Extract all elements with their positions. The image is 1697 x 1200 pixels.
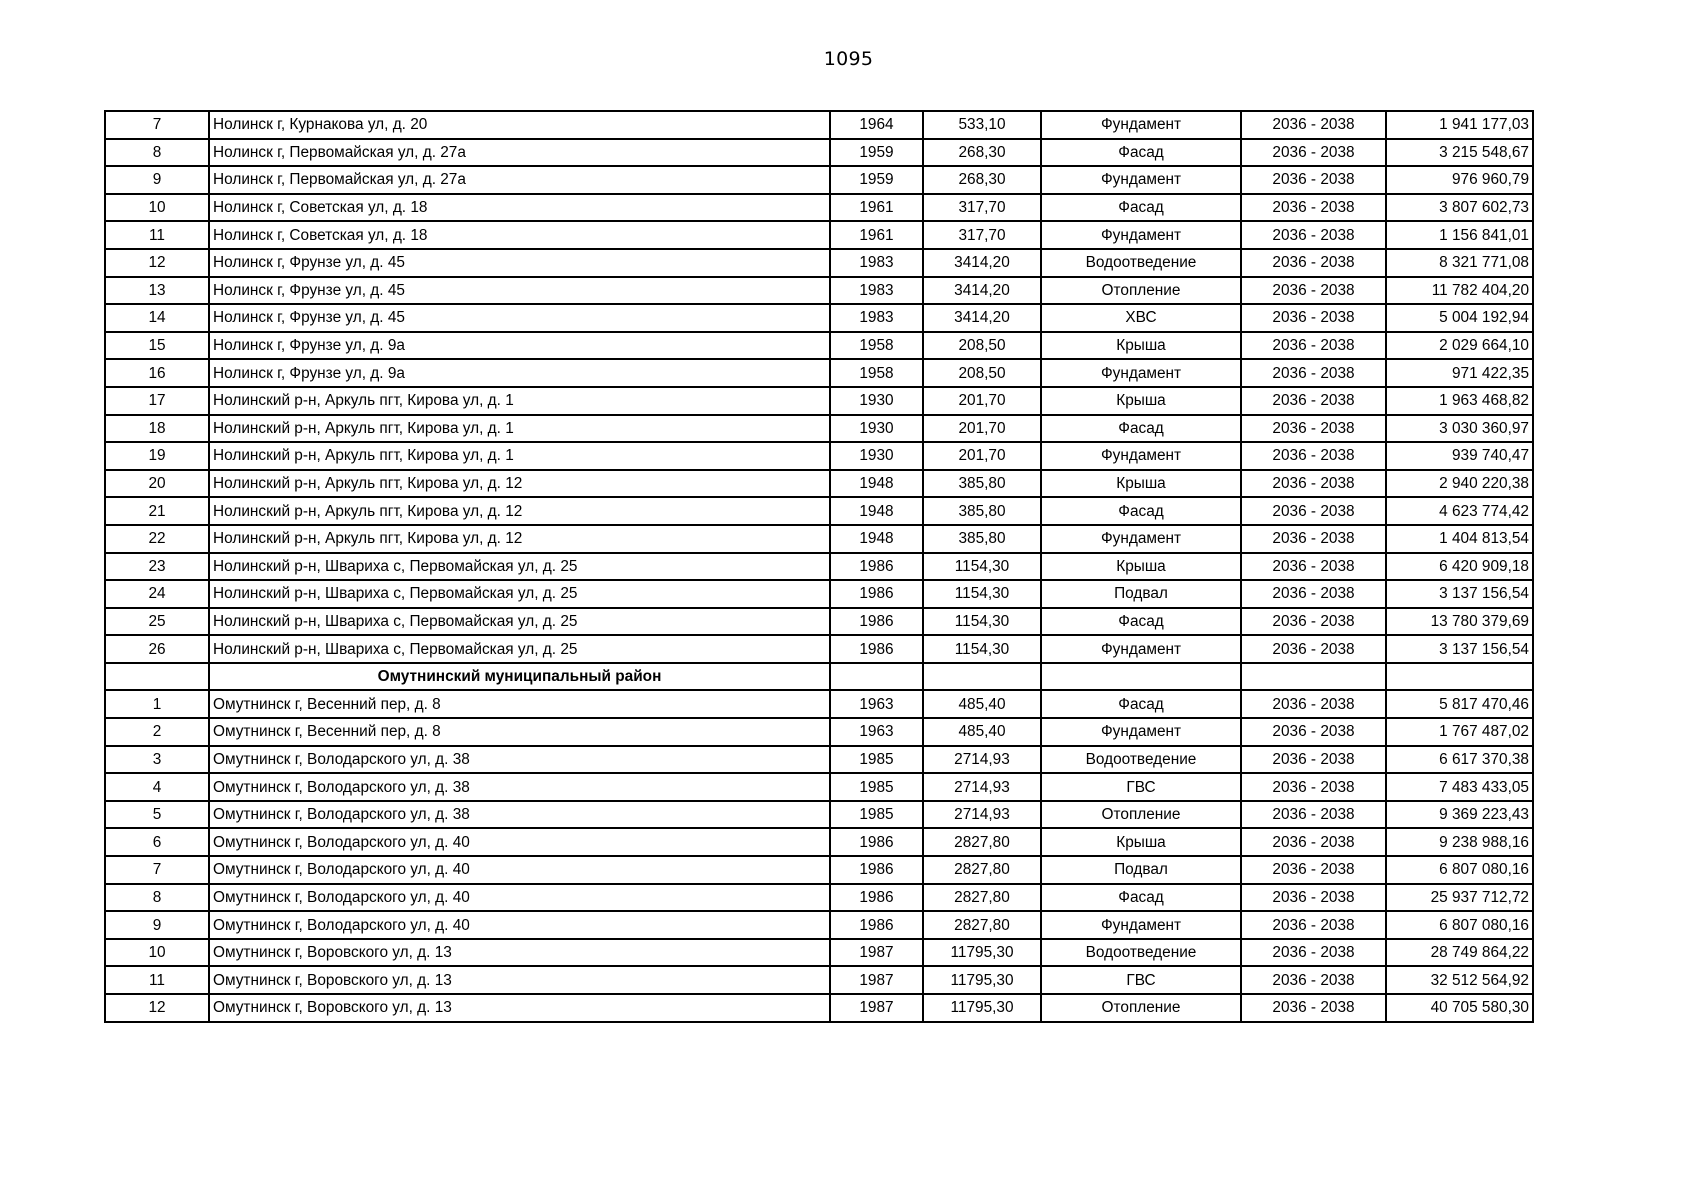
- row-number: 25: [105, 608, 209, 636]
- table-row: [105, 249, 1533, 277]
- period-cell: 2036 - 2038: [1241, 553, 1386, 581]
- table-row: [105, 828, 1533, 856]
- area-cell: 208,50: [923, 332, 1041, 360]
- repair-element-cell: Фасад: [1041, 139, 1241, 167]
- repair-element-cell: Отопление: [1041, 277, 1241, 305]
- period-cell: 2036 - 2038: [1241, 304, 1386, 332]
- build-year-cell: 1986: [830, 884, 923, 912]
- period-cell: 2036 - 2038: [1241, 690, 1386, 718]
- row-number: 26: [105, 635, 209, 663]
- address-cell: Омутнинск г, Володарского ул, д. 38: [209, 801, 830, 829]
- address-cell: Омутнинск г, Володарского ул, д. 38: [209, 746, 830, 774]
- repair-element-cell: Крыша: [1041, 470, 1241, 498]
- build-year-cell: 1948: [830, 525, 923, 553]
- area-cell: 2827,80: [923, 856, 1041, 884]
- repair-element-cell: Фасад: [1041, 194, 1241, 222]
- area-cell: 2827,80: [923, 828, 1041, 856]
- row-number: 7: [105, 856, 209, 884]
- row-number: 7: [105, 111, 209, 139]
- area-cell: 385,80: [923, 497, 1041, 525]
- cost-cell: 2 940 220,38: [1386, 470, 1533, 498]
- build-year-cell: 1985: [830, 773, 923, 801]
- row-number: 10: [105, 939, 209, 967]
- build-year-cell: 1986: [830, 828, 923, 856]
- row-number: 15: [105, 332, 209, 360]
- row-number: 11: [105, 221, 209, 249]
- period-cell: 2036 - 2038: [1241, 387, 1386, 415]
- area-cell: 201,70: [923, 415, 1041, 443]
- table-row: [105, 856, 1533, 884]
- build-year-cell: 1959: [830, 139, 923, 167]
- cost-cell: 939 740,47: [1386, 442, 1533, 470]
- area-cell: 268,30: [923, 139, 1041, 167]
- address-cell: Омутнинск г, Володарского ул, д. 40: [209, 856, 830, 884]
- cost-cell: 3 030 360,97: [1386, 415, 1533, 443]
- cost-cell: 3 215 548,67: [1386, 139, 1533, 167]
- repair-element-cell: Подвал: [1041, 856, 1241, 884]
- table-row: [105, 415, 1533, 443]
- row-number: 2: [105, 718, 209, 746]
- repair-element-cell: Крыша: [1041, 553, 1241, 581]
- row-number: 8: [105, 884, 209, 912]
- repair-element-cell: ГВС: [1041, 966, 1241, 994]
- period-cell: 2036 - 2038: [1241, 497, 1386, 525]
- area-cell: 3414,20: [923, 249, 1041, 277]
- period-cell: 2036 - 2038: [1241, 608, 1386, 636]
- build-year-cell: 1958: [830, 359, 923, 387]
- row-number: 13: [105, 277, 209, 305]
- table-row: [105, 497, 1533, 525]
- cost-cell: 8 321 771,08: [1386, 249, 1533, 277]
- period-cell: 2036 - 2038: [1241, 580, 1386, 608]
- area-cell: 1154,30: [923, 608, 1041, 636]
- area-cell: 11795,30: [923, 966, 1041, 994]
- repair-element-cell: Фундамент: [1041, 166, 1241, 194]
- period-cell: 2036 - 2038: [1241, 884, 1386, 912]
- area-cell: 208,50: [923, 359, 1041, 387]
- build-year-cell: 1961: [830, 221, 923, 249]
- area-cell: 385,80: [923, 470, 1041, 498]
- row-number: 4: [105, 773, 209, 801]
- period-cell: 2036 - 2038: [1241, 249, 1386, 277]
- row-number: 1: [105, 690, 209, 718]
- repair-element-cell: Фасад: [1041, 608, 1241, 636]
- cost-cell: 4 623 774,42: [1386, 497, 1533, 525]
- row-number: 24: [105, 580, 209, 608]
- cost-cell: 32 512 564,92: [1386, 966, 1533, 994]
- area-cell: 317,70: [923, 221, 1041, 249]
- address-cell: Нолинск г, Курнакова ул, д. 20: [209, 111, 830, 139]
- address-cell: Нолинск г, Фрунзе ул, д. 45: [209, 249, 830, 277]
- row-number: 11: [105, 966, 209, 994]
- area-cell: 11795,30: [923, 994, 1041, 1022]
- build-year-cell: 1986: [830, 911, 923, 939]
- period-cell: 2036 - 2038: [1241, 856, 1386, 884]
- table-row: [105, 139, 1533, 167]
- area-cell: 268,30: [923, 166, 1041, 194]
- cost-cell: 1 767 487,02: [1386, 718, 1533, 746]
- area-cell: 385,80: [923, 525, 1041, 553]
- cost-cell: 1 941 177,03: [1386, 111, 1533, 139]
- cost-cell: 5 004 192,94: [1386, 304, 1533, 332]
- row-number: 12: [105, 994, 209, 1022]
- repair-element-cell: Отопление: [1041, 994, 1241, 1022]
- empty-cell: [1041, 663, 1241, 691]
- area-cell: 485,40: [923, 718, 1041, 746]
- period-cell: 2036 - 2038: [1241, 442, 1386, 470]
- period-cell: 2036 - 2038: [1241, 746, 1386, 774]
- period-cell: 2036 - 2038: [1241, 525, 1386, 553]
- cost-cell: 6 807 080,16: [1386, 911, 1533, 939]
- address-cell: Омутнинск г, Весенний пер, д. 8: [209, 690, 830, 718]
- cost-cell: 6 420 909,18: [1386, 553, 1533, 581]
- area-cell: 201,70: [923, 442, 1041, 470]
- build-year-cell: 1963: [830, 690, 923, 718]
- repair-element-cell: ХВС: [1041, 304, 1241, 332]
- cost-cell: 9 238 988,16: [1386, 828, 1533, 856]
- row-number: 21: [105, 497, 209, 525]
- table-row: [105, 553, 1533, 581]
- repair-element-cell: Водоотведение: [1041, 746, 1241, 774]
- build-year-cell: 1986: [830, 635, 923, 663]
- table-row: [105, 111, 1533, 139]
- cost-cell: 6 617 370,38: [1386, 746, 1533, 774]
- period-cell: 2036 - 2038: [1241, 718, 1386, 746]
- cost-cell: 1 156 841,01: [1386, 221, 1533, 249]
- period-cell: 2036 - 2038: [1241, 221, 1386, 249]
- area-cell: 317,70: [923, 194, 1041, 222]
- row-number: 8: [105, 139, 209, 167]
- cost-cell: 1 963 468,82: [1386, 387, 1533, 415]
- area-cell: 2714,93: [923, 773, 1041, 801]
- cost-cell: 3 137 156,54: [1386, 580, 1533, 608]
- build-year-cell: 1961: [830, 194, 923, 222]
- row-number: 22: [105, 525, 209, 553]
- repair-schedule-table: [104, 110, 1534, 1023]
- table-row: [105, 966, 1533, 994]
- area-cell: 533,10: [923, 111, 1041, 139]
- address-cell: Омутнинск г, Володарского ул, д. 40: [209, 911, 830, 939]
- period-cell: 2036 - 2038: [1241, 359, 1386, 387]
- cost-cell: 40 705 580,30: [1386, 994, 1533, 1022]
- build-year-cell: 1986: [830, 856, 923, 884]
- address-cell: Омутнинск г, Воровского ул, д. 13: [209, 994, 830, 1022]
- area-cell: 201,70: [923, 387, 1041, 415]
- empty-cell: [1241, 663, 1386, 691]
- row-number: 9: [105, 911, 209, 939]
- address-cell: Нолинский р-н, Аркуль пгт, Кирова ул, д. 12: [209, 525, 830, 553]
- period-cell: 2036 - 2038: [1241, 911, 1386, 939]
- address-cell: Нолинск г, Советская ул, д. 18: [209, 194, 830, 222]
- table-row: [105, 608, 1533, 636]
- address-cell: Омутнинск г, Воровского ул, д. 13: [209, 939, 830, 967]
- address-cell: Омутнинск г, Весенний пер, д. 8: [209, 718, 830, 746]
- build-year-cell: 1986: [830, 580, 923, 608]
- repair-element-cell: Фасад: [1041, 884, 1241, 912]
- build-year-cell: 1948: [830, 497, 923, 525]
- address-cell: Нолинский р-н, Аркуль пгт, Кирова ул, д. 12: [209, 470, 830, 498]
- cost-cell: 6 807 080,16: [1386, 856, 1533, 884]
- section-header-row: [105, 663, 1533, 691]
- table-row: [105, 773, 1533, 801]
- build-year-cell: 1986: [830, 608, 923, 636]
- address-cell: Нолинск г, Первомайская ул, д. 27а: [209, 166, 830, 194]
- table-row: [105, 994, 1533, 1022]
- repair-element-cell: Фасад: [1041, 690, 1241, 718]
- build-year-cell: 1930: [830, 415, 923, 443]
- cost-cell: 3 137 156,54: [1386, 635, 1533, 663]
- period-cell: 2036 - 2038: [1241, 828, 1386, 856]
- address-cell: Нолинский р-н, Швариха с, Первомайская ул, д. 25: [209, 608, 830, 636]
- empty-cell: [1386, 663, 1533, 691]
- table-row: [105, 525, 1533, 553]
- build-year-cell: 1986: [830, 553, 923, 581]
- address-cell: Омутнинск г, Володарского ул, д. 38: [209, 773, 830, 801]
- cost-cell: 3 807 602,73: [1386, 194, 1533, 222]
- repair-element-cell: Водоотведение: [1041, 939, 1241, 967]
- area-cell: 2827,80: [923, 911, 1041, 939]
- cost-cell: 2 029 664,10: [1386, 332, 1533, 360]
- cost-cell: 7 483 433,05: [1386, 773, 1533, 801]
- repair-element-cell: Фундамент: [1041, 221, 1241, 249]
- period-cell: 2036 - 2038: [1241, 166, 1386, 194]
- repair-element-cell: Фундамент: [1041, 635, 1241, 663]
- build-year-cell: 1958: [830, 332, 923, 360]
- table-body: [105, 111, 1533, 1022]
- area-cell: 2714,93: [923, 746, 1041, 774]
- repair-element-cell: Подвал: [1041, 580, 1241, 608]
- address-cell: Нолинский р-н, Аркуль пгт, Кирова ул, д. 1: [209, 442, 830, 470]
- cost-cell: 28 749 864,22: [1386, 939, 1533, 967]
- section-title: Омутнинский муниципальный район: [209, 663, 830, 691]
- period-cell: 2036 - 2038: [1241, 635, 1386, 663]
- repair-element-cell: Крыша: [1041, 332, 1241, 360]
- address-cell: Нолинский р-н, Аркуль пгт, Кирова ул, д. 1: [209, 415, 830, 443]
- table-row: [105, 470, 1533, 498]
- address-cell: Нолинск г, Фрунзе ул, д. 9а: [209, 332, 830, 360]
- cost-cell: 1 404 813,54: [1386, 525, 1533, 553]
- repair-element-cell: Фундамент: [1041, 718, 1241, 746]
- table-row: [105, 304, 1533, 332]
- repair-element-cell: Фасад: [1041, 415, 1241, 443]
- cost-cell: 976 960,79: [1386, 166, 1533, 194]
- cost-cell: 25 937 712,72: [1386, 884, 1533, 912]
- period-cell: 2036 - 2038: [1241, 939, 1386, 967]
- repair-element-cell: Фундамент: [1041, 442, 1241, 470]
- table-row: [105, 939, 1533, 967]
- build-year-cell: 1959: [830, 166, 923, 194]
- cost-cell: 9 369 223,43: [1386, 801, 1533, 829]
- address-cell: Нолинск г, Фрунзе ул, д. 9а: [209, 359, 830, 387]
- row-number: 12: [105, 249, 209, 277]
- address-cell: Омутнинск г, Володарского ул, д. 40: [209, 884, 830, 912]
- build-year-cell: 1983: [830, 304, 923, 332]
- repair-element-cell: Водоотведение: [1041, 249, 1241, 277]
- area-cell: 3414,20: [923, 277, 1041, 305]
- table-row: [105, 442, 1533, 470]
- cost-cell: 971 422,35: [1386, 359, 1533, 387]
- row-number: 14: [105, 304, 209, 332]
- address-cell: Омутнинск г, Володарского ул, д. 40: [209, 828, 830, 856]
- table-row: [105, 194, 1533, 222]
- row-number: 6: [105, 828, 209, 856]
- period-cell: 2036 - 2038: [1241, 994, 1386, 1022]
- period-cell: 2036 - 2038: [1241, 966, 1386, 994]
- cost-cell: 11 782 404,20: [1386, 277, 1533, 305]
- period-cell: 2036 - 2038: [1241, 194, 1386, 222]
- empty-cell: [923, 663, 1041, 691]
- build-year-cell: 1983: [830, 249, 923, 277]
- build-year-cell: 1987: [830, 966, 923, 994]
- address-cell: Омутнинск г, Воровского ул, д. 13: [209, 966, 830, 994]
- table-row: [105, 884, 1533, 912]
- period-cell: 2036 - 2038: [1241, 773, 1386, 801]
- table-row: [105, 221, 1533, 249]
- page-number: 1095: [823, 48, 874, 70]
- area-cell: 1154,30: [923, 580, 1041, 608]
- row-number: 19: [105, 442, 209, 470]
- address-cell: Нолинский р-н, Аркуль пгт, Кирова ул, д. 12: [209, 497, 830, 525]
- build-year-cell: 1985: [830, 801, 923, 829]
- period-cell: 2036 - 2038: [1241, 801, 1386, 829]
- build-year-cell: 1987: [830, 939, 923, 967]
- period-cell: 2036 - 2038: [1241, 277, 1386, 305]
- table-row: [105, 277, 1533, 305]
- repair-element-cell: Отопление: [1041, 801, 1241, 829]
- build-year-cell: 1985: [830, 746, 923, 774]
- area-cell: 1154,30: [923, 635, 1041, 663]
- period-cell: 2036 - 2038: [1241, 332, 1386, 360]
- table-row: [105, 801, 1533, 829]
- build-year-cell: 1983: [830, 277, 923, 305]
- address-cell: Нолинск г, Фрунзе ул, д. 45: [209, 304, 830, 332]
- address-cell: Нолинский р-н, Аркуль пгт, Кирова ул, д. 1: [209, 387, 830, 415]
- table-row: [105, 746, 1533, 774]
- repair-element-cell: Фасад: [1041, 497, 1241, 525]
- row-number: 16: [105, 359, 209, 387]
- area-cell: 485,40: [923, 690, 1041, 718]
- period-cell: 2036 - 2038: [1241, 470, 1386, 498]
- table-row: [105, 911, 1533, 939]
- address-cell: Нолинск г, Первомайская ул, д. 27а: [209, 139, 830, 167]
- table-row: [105, 580, 1533, 608]
- table-row: [105, 718, 1533, 746]
- table-row: [105, 690, 1533, 718]
- row-number: 5: [105, 801, 209, 829]
- repair-element-cell: Фундамент: [1041, 111, 1241, 139]
- repair-element-cell: Крыша: [1041, 387, 1241, 415]
- period-cell: 2036 - 2038: [1241, 139, 1386, 167]
- period-cell: 2036 - 2038: [1241, 415, 1386, 443]
- repair-element-cell: Фундамент: [1041, 525, 1241, 553]
- table-row: [105, 332, 1533, 360]
- area-cell: 11795,30: [923, 939, 1041, 967]
- address-cell: Нолинский р-н, Швариха с, Первомайская ул, д. 25: [209, 580, 830, 608]
- area-cell: 2827,80: [923, 884, 1041, 912]
- table-row: [105, 635, 1533, 663]
- area-cell: 3414,20: [923, 304, 1041, 332]
- build-year-cell: 1930: [830, 387, 923, 415]
- row-number: 18: [105, 415, 209, 443]
- row-number: 23: [105, 553, 209, 581]
- area-cell: 1154,30: [923, 553, 1041, 581]
- build-year-cell: 1987: [830, 994, 923, 1022]
- build-year-cell: 1930: [830, 442, 923, 470]
- row-number: 20: [105, 470, 209, 498]
- empty-cell: [830, 663, 923, 691]
- empty-cell: [105, 663, 209, 691]
- row-number: 10: [105, 194, 209, 222]
- build-year-cell: 1964: [830, 111, 923, 139]
- repair-element-cell: Крыша: [1041, 828, 1241, 856]
- row-number: 17: [105, 387, 209, 415]
- repair-element-cell: Фундамент: [1041, 359, 1241, 387]
- row-number: 3: [105, 746, 209, 774]
- cost-cell: 5 817 470,46: [1386, 690, 1533, 718]
- build-year-cell: 1948: [830, 470, 923, 498]
- cost-cell: 13 780 379,69: [1386, 608, 1533, 636]
- address-cell: Нолинский р-н, Швариха с, Первомайская ул, д. 25: [209, 635, 830, 663]
- table-row: [105, 387, 1533, 415]
- area-cell: 2714,93: [923, 801, 1041, 829]
- table-row: [105, 359, 1533, 387]
- address-cell: Нолинск г, Советская ул, д. 18: [209, 221, 830, 249]
- address-cell: Нолинский р-н, Швариха с, Первомайская ул, д. 25: [209, 553, 830, 581]
- repair-element-cell: Фундамент: [1041, 911, 1241, 939]
- build-year-cell: 1963: [830, 718, 923, 746]
- row-number: 9: [105, 166, 209, 194]
- period-cell: 2036 - 2038: [1241, 111, 1386, 139]
- address-cell: Нолинск г, Фрунзе ул, д. 45: [209, 277, 830, 305]
- table-row: [105, 166, 1533, 194]
- repair-element-cell: ГВС: [1041, 773, 1241, 801]
